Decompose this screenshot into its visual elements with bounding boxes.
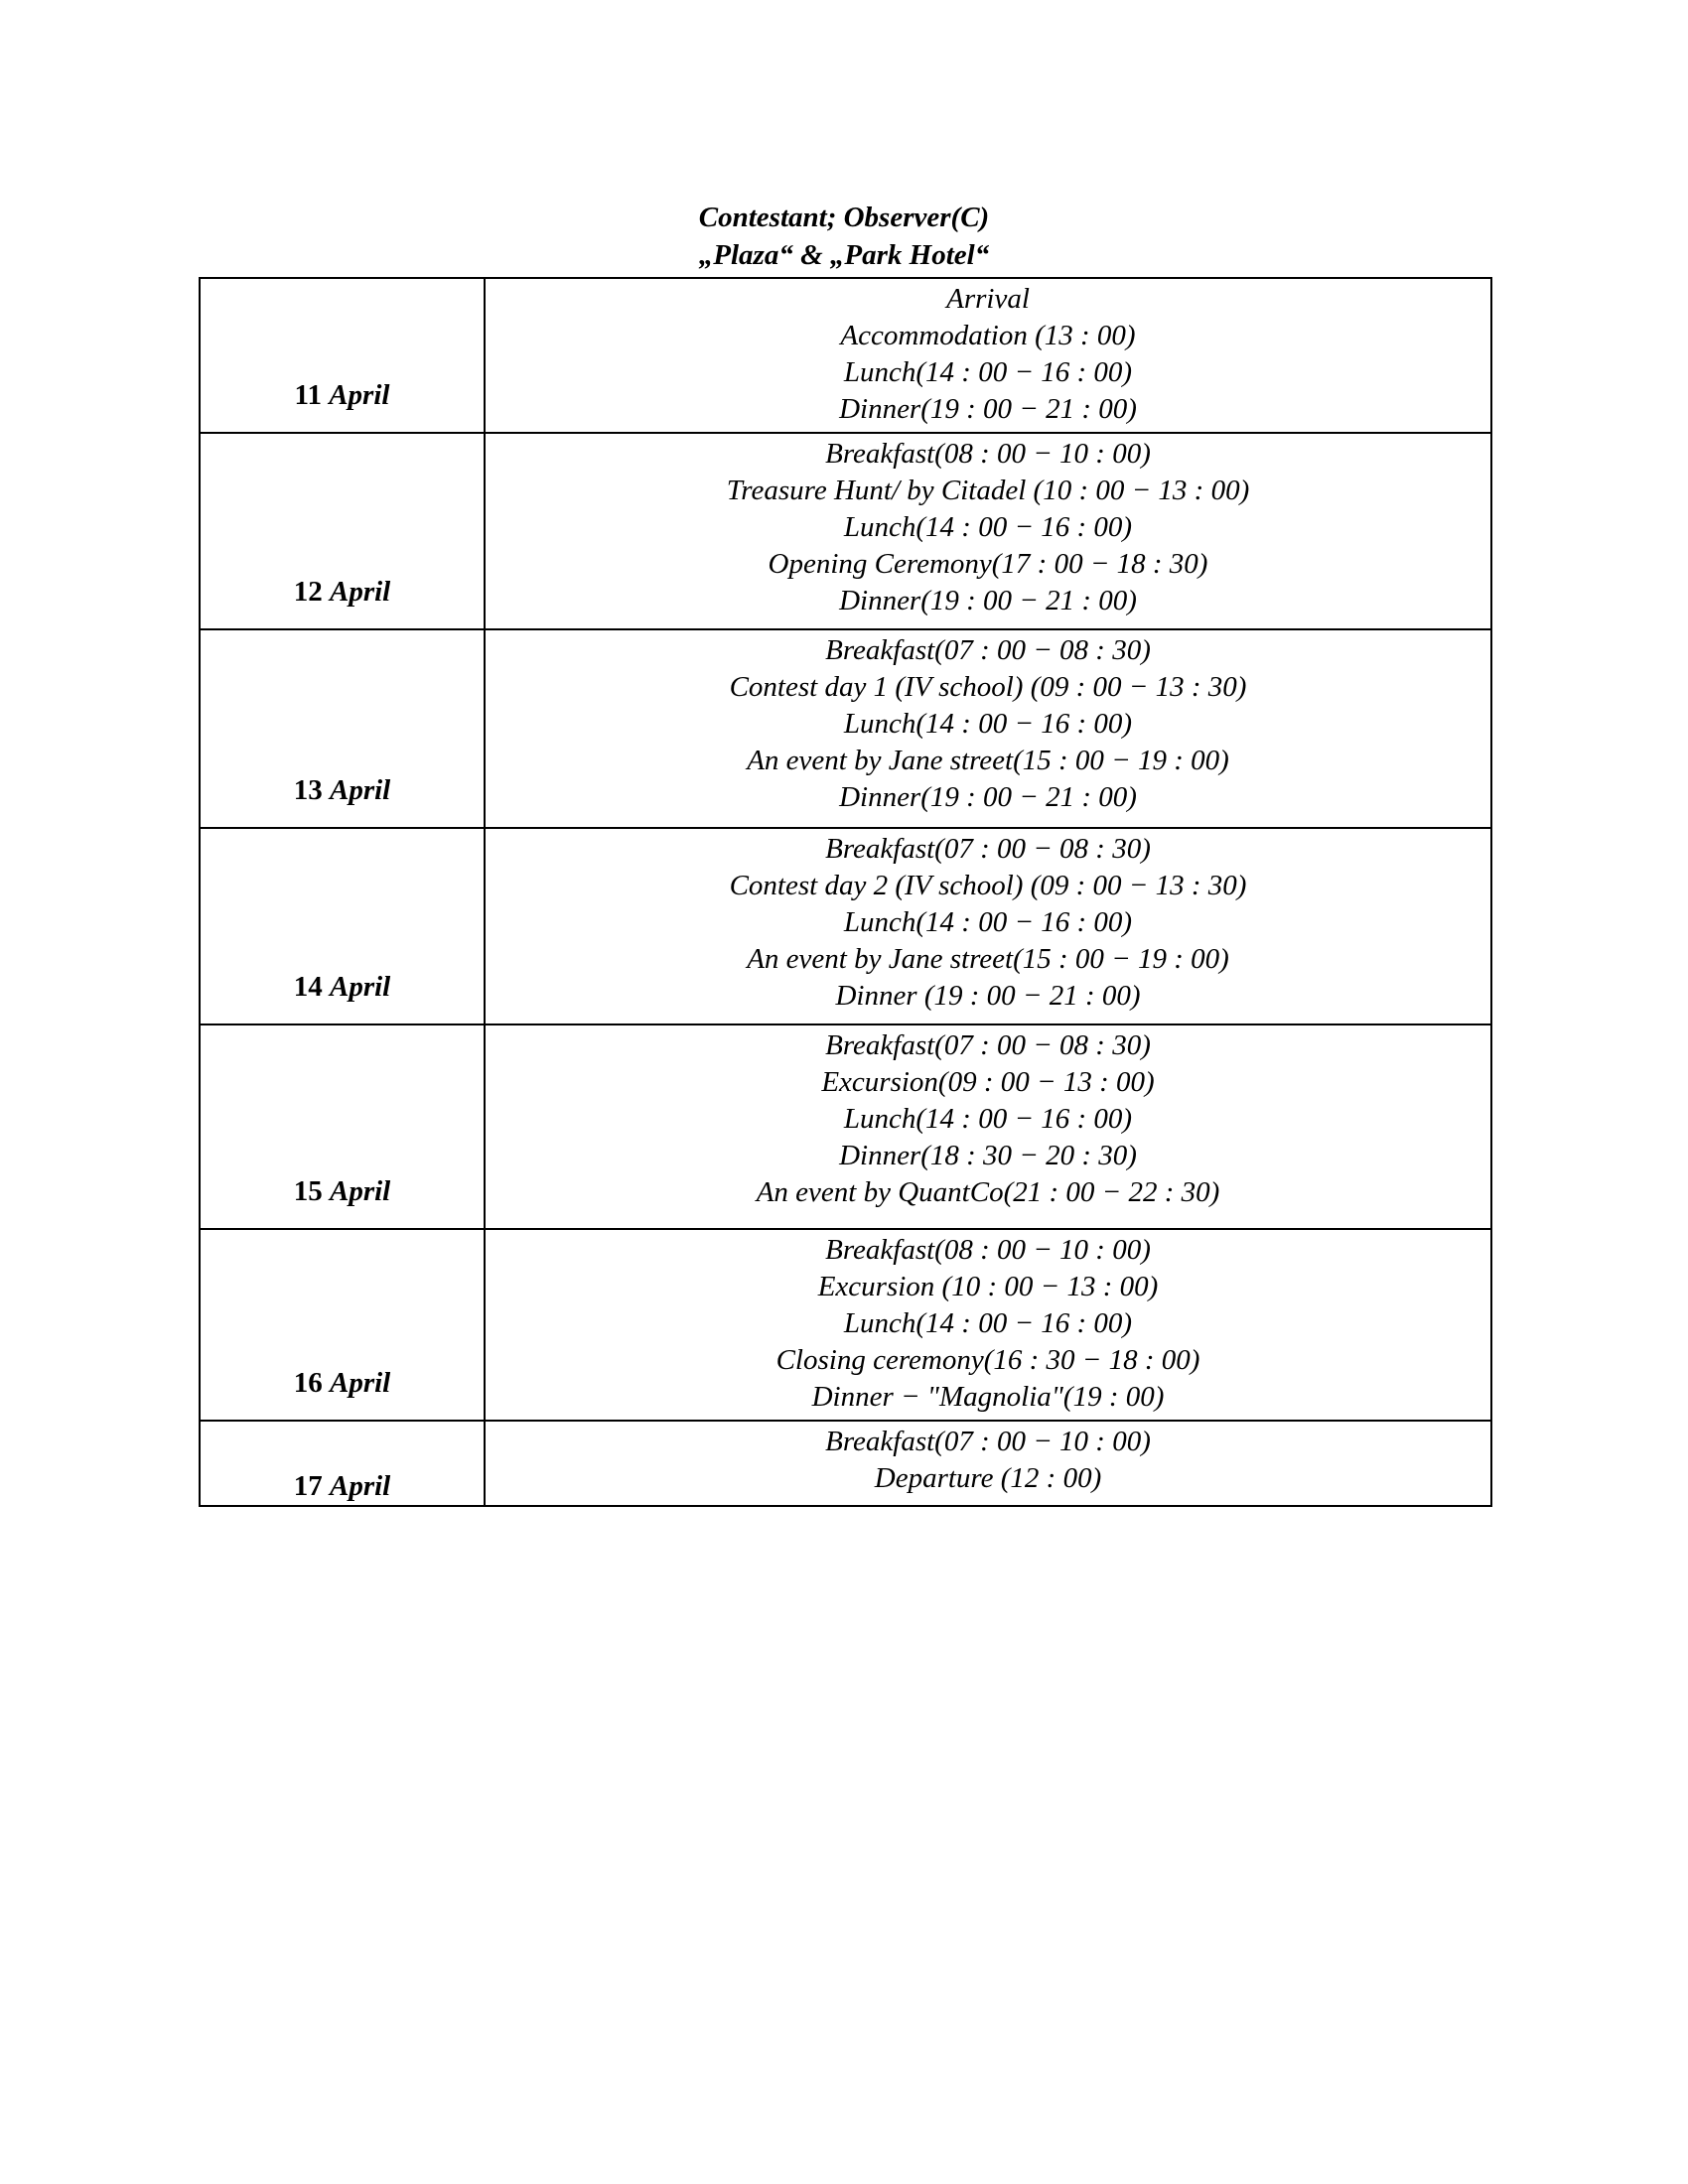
event-item: Accommodation (13 : 00): [840, 320, 1136, 351]
title-line-participants: Contestant; Observer(C): [698, 202, 990, 233]
schedule-row: [200, 629, 1491, 828]
schedule-row: [200, 278, 1491, 433]
event-item: Arrival: [946, 283, 1030, 315]
date-cell: [200, 1229, 485, 1421]
event-item: Contest day 1 (IV school) (09 : 00 − 13 : 30): [729, 671, 1247, 703]
date-month: April: [330, 576, 391, 608]
event-item: Lunch(14 : 00 − 16 : 00): [843, 906, 1133, 938]
event-item: Breakfast(08 : 00 − 10 : 00): [825, 438, 1151, 470]
date-month: April: [330, 971, 391, 1003]
date-month: April: [329, 379, 390, 411]
date-cell: [200, 828, 485, 1024]
events-cell: [485, 433, 1491, 629]
event-item: Dinner (19 : 00 − 21 : 00): [835, 980, 1141, 1012]
event-item: An event by Jane street(15 : 00 − 19 : 00): [747, 943, 1229, 975]
date-cell: [200, 1024, 485, 1229]
event-item: Breakfast(07 : 00 − 10 : 00): [825, 1426, 1151, 1457]
event-item: Lunch(14 : 00 − 16 : 00): [843, 708, 1133, 740]
document-title: [199, 199, 1489, 274]
event-item: Dinner(19 : 00 − 21 : 00): [839, 393, 1137, 425]
event-item: Departure (12 : 00): [874, 1462, 1102, 1494]
event-item: Opening Ceremony(17 : 00 − 18 : 30): [768, 548, 1208, 580]
event-item: Breakfast(08 : 00 − 10 : 00): [825, 1234, 1151, 1266]
event-item: Lunch(14 : 00 − 16 : 00): [843, 1103, 1133, 1135]
events-cell: [485, 1229, 1491, 1421]
date-day: 17: [293, 1470, 323, 1502]
event-item: Dinner(19 : 00 − 21 : 00): [839, 781, 1137, 813]
event-item: Breakfast(07 : 00 − 08 : 30): [825, 833, 1151, 865]
date-month: April: [330, 774, 391, 806]
schedule-row: [200, 1229, 1491, 1421]
date-day: 14: [293, 971, 323, 1003]
event-item: Closing ceremony(16 : 30 − 18 : 00): [775, 1344, 1200, 1376]
event-item: Breakfast(07 : 00 − 08 : 30): [825, 1029, 1151, 1061]
date-cell: [200, 1421, 485, 1506]
event-item: Excursion (10 : 00 − 13 : 00): [817, 1271, 1159, 1302]
date-day: 15: [293, 1175, 323, 1207]
events-cell: [485, 1024, 1491, 1229]
date-month: April: [330, 1367, 391, 1399]
schedule-table: [199, 277, 1492, 1507]
date-cell: [200, 433, 485, 629]
schedule-row: [200, 828, 1491, 1024]
schedule-row: [200, 1421, 1491, 1506]
event-item: Excursion(09 : 00 − 13 : 00): [821, 1066, 1155, 1098]
event-item: Breakfast(07 : 00 − 08 : 30): [825, 634, 1151, 666]
event-item: Lunch(14 : 00 − 16 : 00): [843, 356, 1133, 388]
event-item: Contest day 2 (IV school) (09 : 00 − 13 : 30): [729, 870, 1247, 901]
events-cell: [485, 1421, 1491, 1506]
date-cell: [200, 629, 485, 828]
title-line-hotels: „Plaza“ & „Park Hotel“: [698, 239, 990, 271]
date-day: 16: [293, 1367, 323, 1399]
schedule-row: [200, 433, 1491, 629]
date-cell: [200, 278, 485, 433]
event-item: Treasure Hunt/ by Citadel (10 : 00 − 13 : 00): [726, 475, 1250, 506]
events-cell: [485, 828, 1491, 1024]
date-day: 12: [293, 576, 323, 608]
event-item: Dinner(18 : 30 − 20 : 30): [839, 1140, 1137, 1171]
events-cell: [485, 629, 1491, 828]
date-day: 11: [294, 379, 322, 411]
date-month: April: [330, 1175, 391, 1207]
schedule-row: [200, 1024, 1491, 1229]
date-day: 13: [293, 774, 323, 806]
event-item: Lunch(14 : 00 − 16 : 00): [843, 1307, 1133, 1339]
events-cell: [485, 278, 1491, 433]
event-item: An event by QuantCo(21 : 00 − 22 : 30): [756, 1176, 1220, 1208]
date-month: April: [330, 1470, 391, 1502]
event-item: Lunch(14 : 00 − 16 : 00): [843, 511, 1133, 543]
event-item: Dinner(19 : 00 − 21 : 00): [839, 585, 1137, 616]
event-item: An event by Jane street(15 : 00 − 19 : 00): [747, 745, 1229, 776]
event-item: Dinner − "Magnolia"(19 : 00): [811, 1381, 1165, 1413]
